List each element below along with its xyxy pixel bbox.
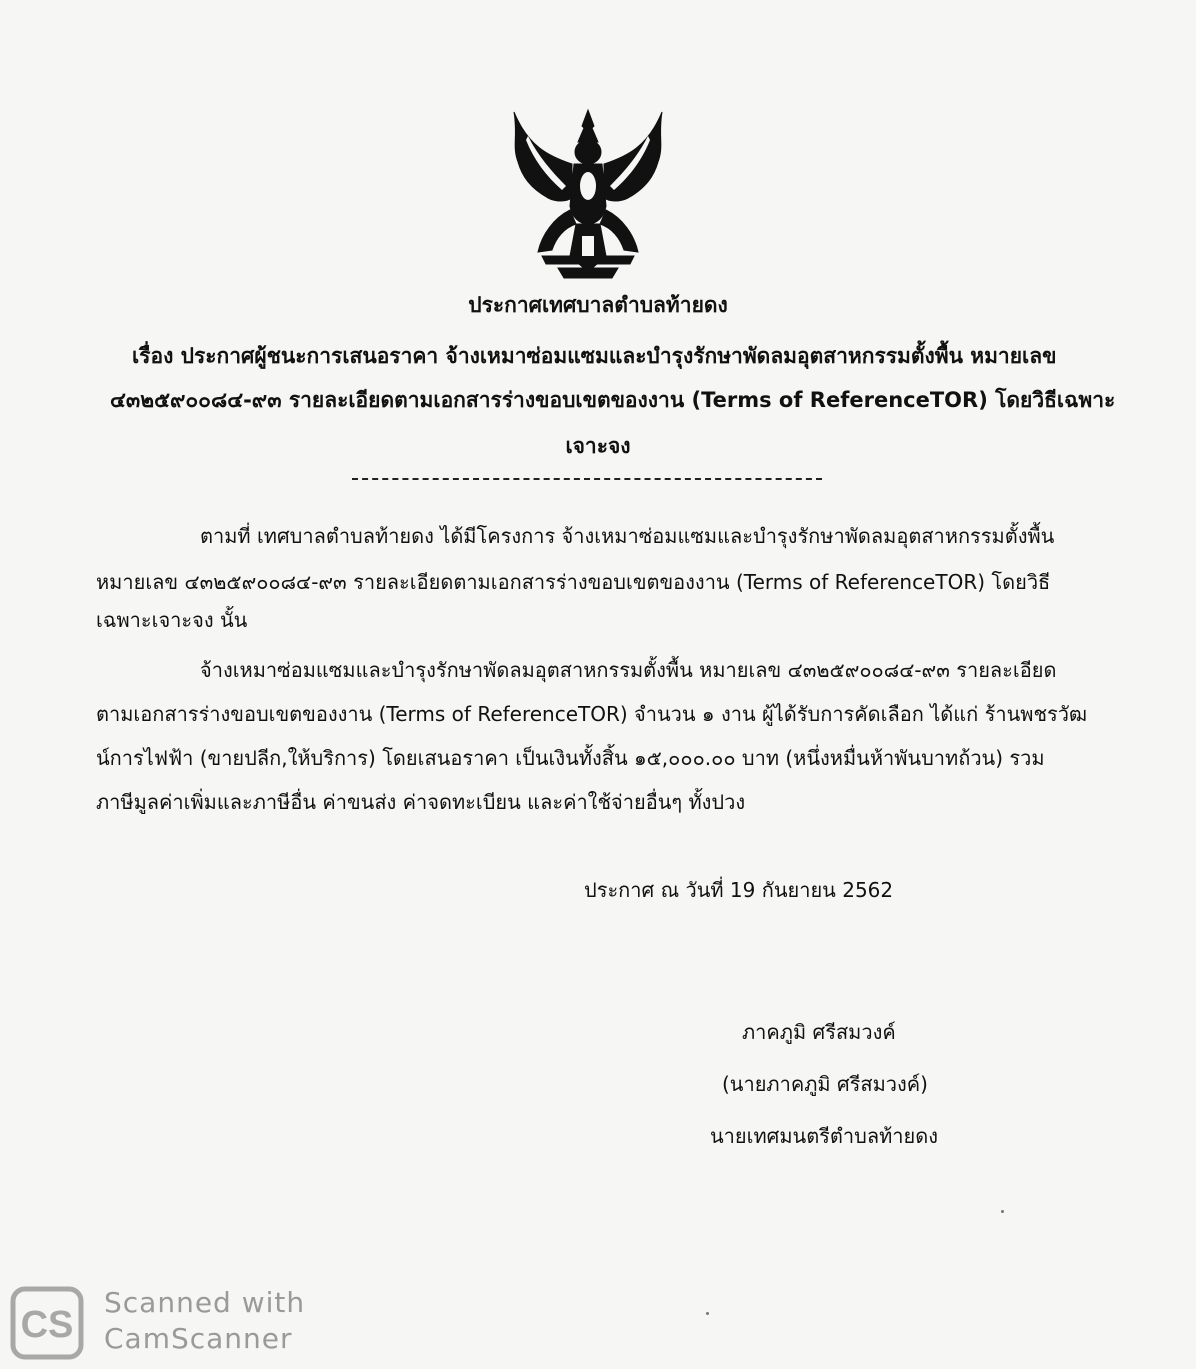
signer-name: (นายภาคภูมิ ศรีสมวงค์) bbox=[722, 1072, 928, 1096]
watermark-line-2: CamScanner bbox=[104, 1322, 293, 1355]
dashed-separator bbox=[352, 478, 822, 480]
paragraph2-line-1: จ้างเหมาซ่อมแซมและบำรุงรักษาพัดลมอุตสาหกรรมตั้งพื้น หมายเลข ๔๓๒๕๙๐๐๘๔-๙๓ รายละเอียด bbox=[200, 658, 1057, 682]
camscanner-logo-icon bbox=[10, 1286, 84, 1360]
subject-line-1: เรื่อง ประกาศผู้ชนะการเสนอราคา จ้างเหมาซ่อมแซมและบำรุงรักษาพัดลมอุตสาหกรรมตั้งพื้น หมายเลข bbox=[132, 344, 1057, 368]
scan-speck bbox=[706, 1312, 709, 1315]
subject-line-2: ๔๓๒๕๙๐๐๘๔-๙๓ รายละเอียดตามเอกสารร่างขอบเขตของงาน (Terms of ReferenceTOR) โดยวิธีเฉพาะ bbox=[110, 388, 1116, 412]
paragraph1-line-2: หมายเลข ๔๓๒๕๙๐๐๘๔-๙๓ รายละเอียดตามเอกสารร่างขอบเขตของงาน (Terms of ReferenceTOR) โดยวิธี bbox=[96, 570, 1051, 594]
document-header: ประกาศเทศบาลตำบลท้ายดง bbox=[468, 293, 728, 317]
paragraph1-line-3: เฉพาะเจาะจง นั้น bbox=[96, 608, 248, 632]
camscanner-logo-text: CS bbox=[20, 1304, 74, 1346]
paragraph2-line-4: ภาษีมูลค่าเพิ่มและภาษีอื่น ค่าขนส่ง ค่าจดทะเบียน และค่าใช้จ่ายอื่นๆ ทั้งปวง bbox=[96, 790, 746, 814]
paragraph2-line-2: ตามเอกสารร่างขอบเขตของงาน (Terms of ReferenceTOR) จำนวน ๑ งาน ผู้ได้รับการคัดเลือก ได้แก่ ร้านพชรวัฒ bbox=[96, 702, 1088, 726]
signer-position: นายเทศมนตรีตำบลท้ายดง bbox=[710, 1124, 938, 1148]
paragraph2-line-3: น์การไฟฟ้า (ขายปลีก,ให้บริการ) โดยเสนอราคา เป็นเงินทั้งสิ้น ๑๕,๐๐๐.๐๐ บาท (หนึ่งหมื่นห้าพันบาทถ้วน) รวม bbox=[96, 746, 1045, 770]
watermark-line-1: Scanned with bbox=[104, 1286, 306, 1319]
scan-speck bbox=[1001, 1210, 1004, 1213]
announcement-date: ประกาศ ณ วันที่ 19 กันยายน 2562 bbox=[584, 878, 894, 902]
subject-line-3: เจาะจง bbox=[565, 434, 631, 458]
paragraph1-line-1: ตามที่ เทศบาลตำบลท้ายดง ได้มีโครงการ จ้างเหมาซ่อมแซมและบำรุงรักษาพัดลมอุตสาหกรรมตั้งพื้น bbox=[200, 524, 1055, 548]
signature: ภาคภูมิ ศรีสมวงค์ bbox=[742, 1020, 896, 1044]
garuda-emblem-icon bbox=[508, 106, 668, 286]
